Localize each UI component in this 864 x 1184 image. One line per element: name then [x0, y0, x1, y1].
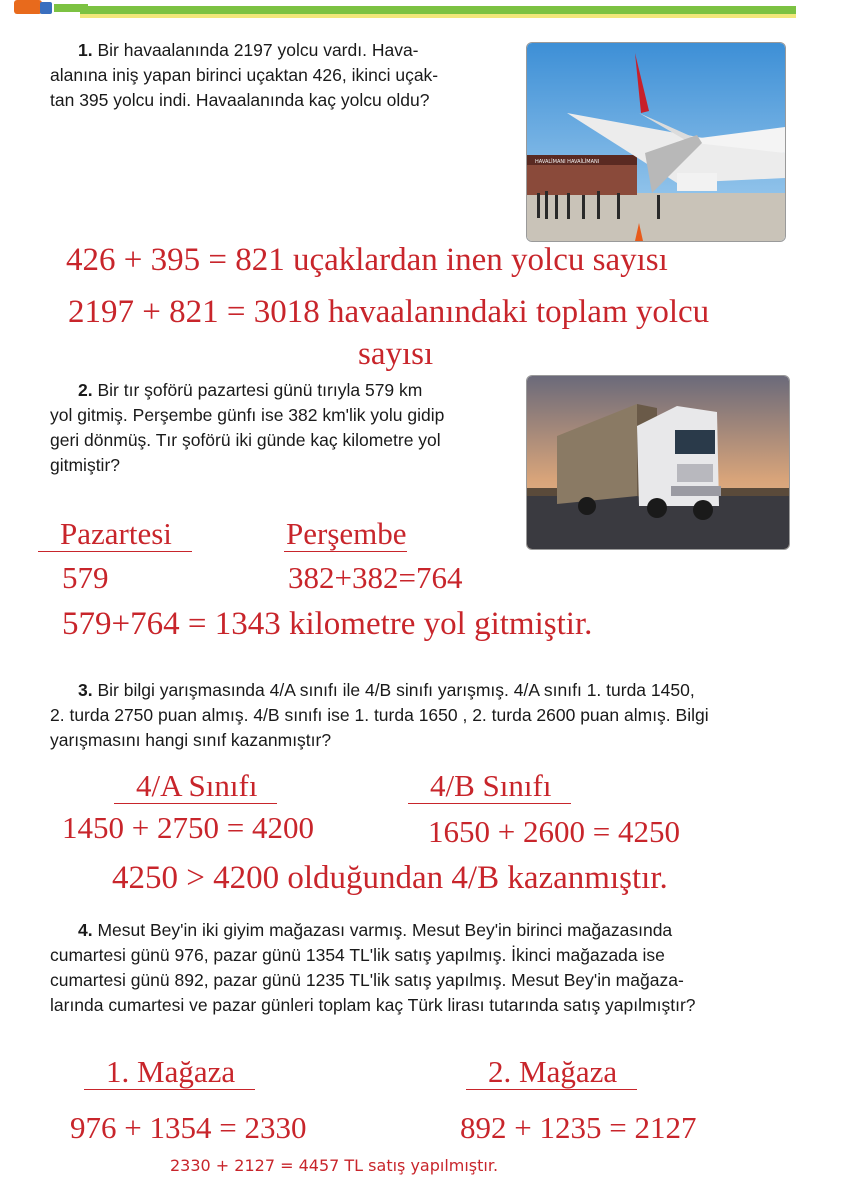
answer-4-val-2: 892 + 1235 = 2127	[460, 1110, 697, 1145]
column-heading: 1. Mağaza	[84, 1054, 255, 1090]
question-text-line: Bir tır şoförü pazartesi günü tırıyla 579 km	[97, 380, 423, 400]
terminal-sign-text: HAVALİMANI HAVAİLİMANI	[535, 159, 600, 165]
answer-2-result: 579+764 = 1343 kilometre yol gitmiştir.	[62, 606, 593, 642]
header-bar-shadow	[80, 14, 796, 18]
question-number: 2.	[78, 380, 93, 400]
answer-2-val-2: 382+382=764	[288, 560, 463, 595]
answer-3-result: 4250 > 4200 olduğundan 4/B kazanmıştır.	[112, 860, 668, 896]
answer-2-head-1	[38, 516, 192, 552]
question-text-line: alanına iniş yapan birinci uçaktan 426, ikinci uçak-	[50, 65, 439, 85]
question-text-line: yarışmasını hangi sınıf kazanmıştır?	[50, 730, 332, 750]
column-heading: Pazartesi	[38, 516, 192, 552]
answer-4-head-2	[466, 1054, 637, 1090]
question-text-line: Bir bilgi yarışmasında 4/A sınıfı ile 4/B sinıfı yarışmış. 4/A sınıfı 1. turda 1450,	[97, 680, 695, 700]
question-2	[50, 378, 510, 478]
question-text-line: cumartesi günü 892, pazar günü 1235 TL'lik satış yapılmış. Mesut Bey'in mağaza-	[50, 970, 684, 990]
answer-4-val-1: 976 + 1354 = 2330	[70, 1110, 307, 1145]
question-text-line: tan 395 yolcu indi. Havaalanında kaç yolcu oldu?	[50, 90, 430, 110]
airport-photo	[526, 42, 786, 242]
answer-4-head-1	[84, 1054, 255, 1090]
question-number: 3.	[78, 680, 93, 700]
question-text-line: cumartesi günü 976, pazar günü 1354 TL'lik satış yapılmış. İkinci mağazada ise	[50, 945, 665, 965]
question-3	[50, 678, 810, 753]
answer-3-head-2	[408, 768, 571, 804]
answer-1-line-1: 426 + 395 = 821 uçaklardan inen yolcu sayısı	[66, 242, 668, 278]
answer-3-val-2: 1650 + 2600 = 4250	[428, 814, 680, 849]
answer-3-head-1	[114, 768, 277, 804]
column-heading: 4/B Sınıfı	[408, 768, 571, 804]
header-bar	[80, 6, 796, 14]
question-text-line: Mesut Bey'in iki giyim mağazası varmış. Mesut Bey'in birinci mağazasında	[97, 920, 673, 940]
answer-3-val-1: 1450 + 2750 = 4200	[62, 810, 314, 845]
question-number: 4.	[78, 920, 93, 940]
column-heading: 4/A Sınıfı	[114, 768, 277, 804]
header-logo	[14, 0, 88, 18]
truck-photo	[526, 375, 790, 550]
question-text-line: 2. turda 2750 puan almış. 4/B sınıfı ise 1. turda 1650 , 2. turda 2600 puan almış. Bilgi	[50, 705, 709, 725]
answer-1-line-2: 2197 + 821 = 3018 havaalanındaki toplam yolcu	[68, 294, 710, 330]
answer-2-val-1: 579	[62, 560, 109, 595]
answer-2-head-2	[284, 516, 407, 552]
question-text-line: Bir havaalanında 2197 yolcu vardı. Hava-	[97, 40, 419, 60]
answer-1-line-3: sayısı	[358, 336, 434, 372]
question-number: 1.	[78, 40, 93, 60]
question-4	[50, 918, 810, 1018]
column-heading: Perşembe	[286, 516, 407, 551]
answer-4-result: 2330 + 2127 = 4457 TL satış yapılmıştır.	[170, 1156, 499, 1175]
question-text-line: larında cumartesi ve pazar günleri toplam kaç Türk lirası tutarında satış yapılmıştır?	[50, 995, 696, 1015]
question-1	[50, 38, 510, 113]
question-text-line: gitmiştir?	[50, 455, 121, 475]
column-heading: 2. Mağaza	[466, 1054, 637, 1090]
question-text-line: geri dönmüş. Tır şoförü iki günde kaç kilometre yol	[50, 430, 441, 450]
question-text-line: yol gitmiş. Perşembe günfı ise 382 km'lik yolu gidip	[50, 405, 445, 425]
